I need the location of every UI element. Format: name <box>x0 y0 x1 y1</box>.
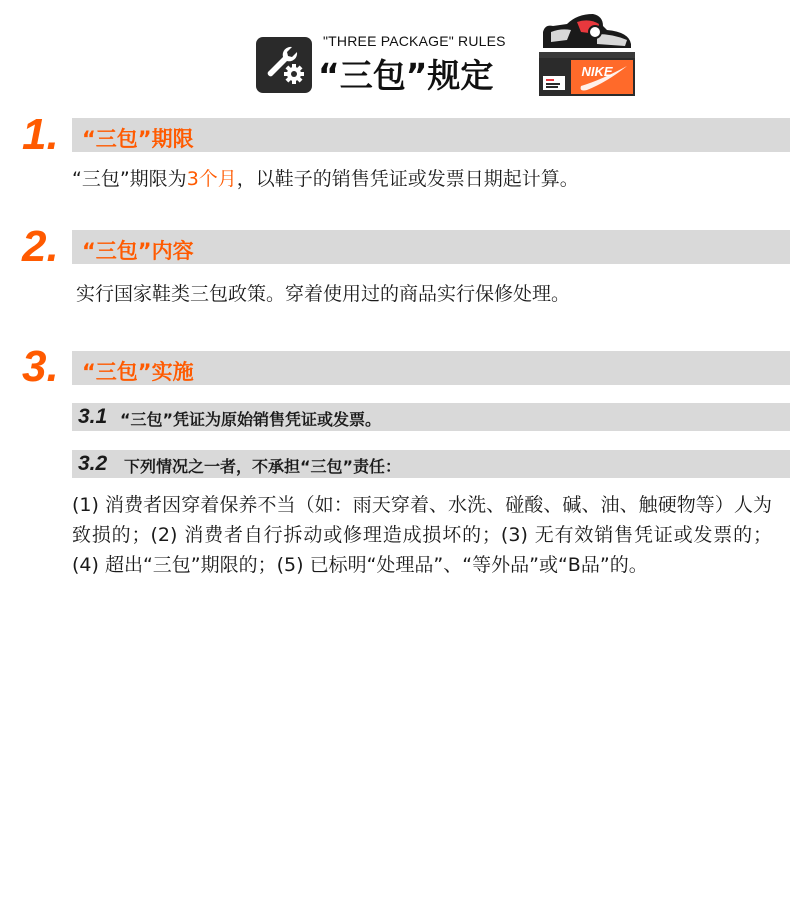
section-header <box>72 230 790 264</box>
section-title: “三包”内容 <box>82 239 194 263</box>
section-title: “三包”期限 <box>82 127 194 151</box>
body-text: ，以鞋子的销售凭证或发票日期起计算。 <box>236 168 579 190</box>
section-title: “三包”实施 <box>82 360 194 384</box>
section-header <box>72 118 790 152</box>
section-body <box>72 164 579 194</box>
subsection-number: 3.1 <box>78 405 108 428</box>
subsection-text: “三包”凭证为原始销售凭证或发票。 <box>120 410 382 429</box>
subsection-header <box>72 403 790 431</box>
section-header <box>72 351 790 385</box>
section-number: 2. <box>22 222 59 271</box>
subsection-text: 下列情况之一者，不承担“三包”责任： <box>124 457 402 476</box>
subsection-number: 3.2 <box>78 452 108 475</box>
header-subtitle: "THREE PACKAGE" RULES <box>323 33 506 49</box>
box-brand-text: NIKE <box>581 64 613 79</box>
shoebox-illustration <box>537 10 637 102</box>
wrench-gear-icon <box>256 37 312 93</box>
body-text: “三包”期限为 <box>72 168 187 190</box>
section-number: 1. <box>22 110 59 159</box>
highlight-text: 3个月 <box>186 168 237 190</box>
section-body: 实行国家鞋类三包政策。穿着使用过的商品实行保修处理。 <box>76 283 571 305</box>
conditions-paragraph: (1) 消费者因穿着保养不当（如：雨天穿着、水洗、碰酸、碱、油、触硬物等）人为致损的；(2) 消费者自行拆动或修理造成损坏的；(3) 无有效销售凭证或发票的；(4) 超出“三包”期限的；(5) 已标明“处理品”、“等外品”或“B品”的。 <box>72 494 772 576</box>
page-title: “三包”规定 <box>318 56 494 95</box>
subsection-header <box>72 450 790 478</box>
section-number: 3. <box>22 342 59 391</box>
